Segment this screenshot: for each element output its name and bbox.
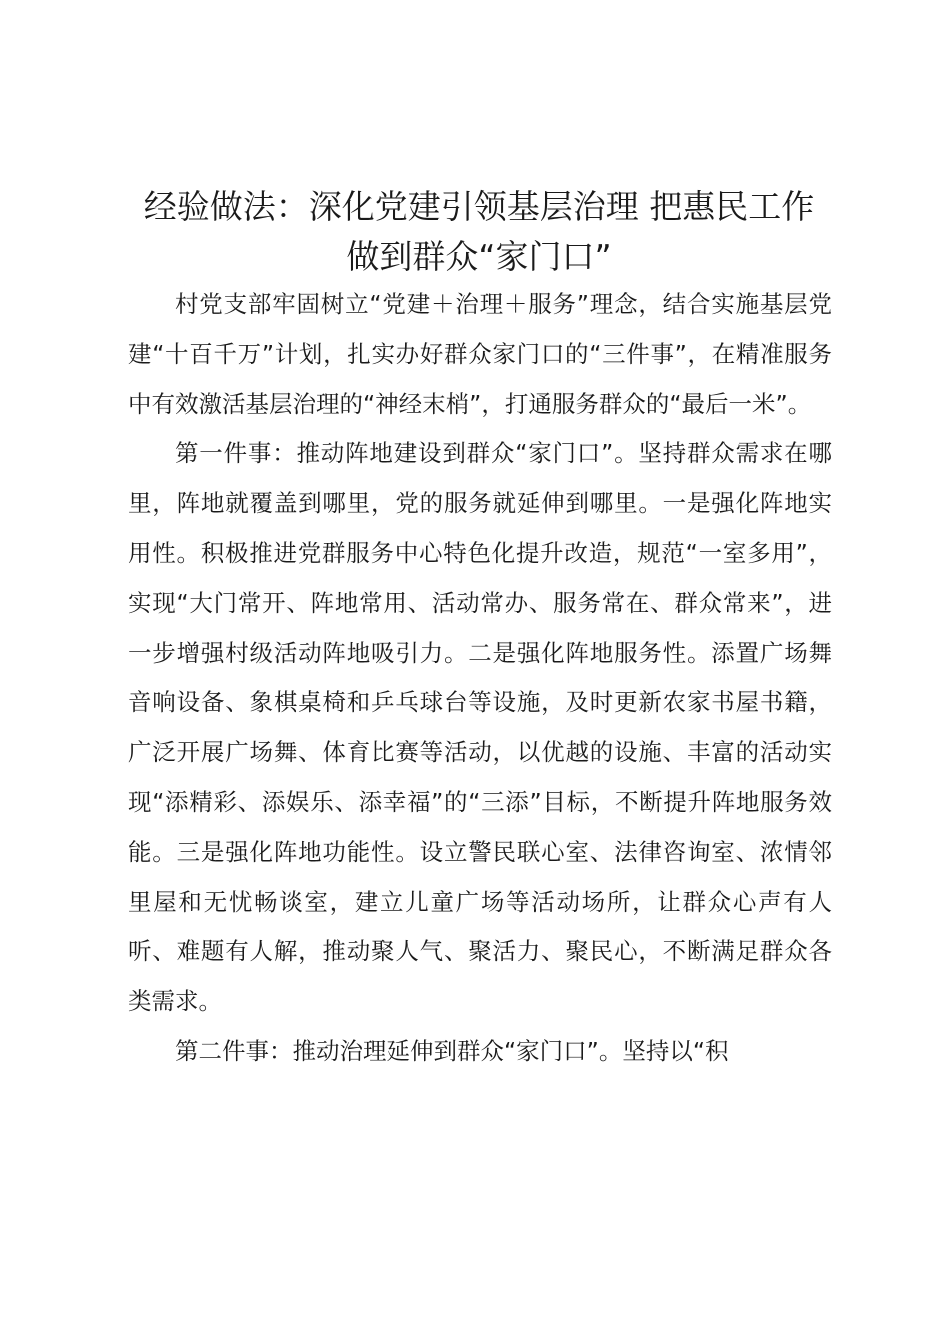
document-body: [128, 280, 832, 1077]
document-title: 经验做法：深化党建引领基层治理 把惠民工作做到群众“家门口”: [143, 187, 815, 276]
paragraph-first-thing: 第一件事：推动阵地建设到群众“家门口”。坚持群众需求在哪里，阵地就覆盖到哪里，党的服务就延伸到哪里。一是强化阵地实用性。积极推进党群服务中心特色化提升改造，规范“一室多用”，实现“大门常开、阵地常用、活动常办、服务常在、群众常来”，进一步增强村级活动阵地吸引力。二是强化阵地服务性。添置广场舞音响设备、象棋桌椅和乒乓球台等设施，及时更新农家书屋书籍，广泛开展广场舞、体育比赛等活动，以优越的设施、丰富的活动实现“添精彩、添娱乐、添幸福”的“三添”目标，不断提升阵地服务效能。三是强化阵地功能性。设立警民联心室、法律咨询室、浓情邻里屋和无忧畅谈室，建立儿童广场等活动场所，让群众心声有人听、难题有人解，推动聚人气、聚活力、聚民心，不断满足群众各类需求。: [128, 439, 832, 1016]
paragraph-second-thing: 第二件事：推动治理延伸到群众“家门口”。坚持以“积: [175, 1036, 729, 1065]
paragraph-intro: 村党支部牢固树立“党建＋治理＋服务”理念，结合实施基层党建“十百千万”计划，扎实办好群众家门口的“三件事”，在精准服务中有效激活基层治理的“神经末梢”，打通服务群众的“最后一米”。: [128, 290, 832, 418]
